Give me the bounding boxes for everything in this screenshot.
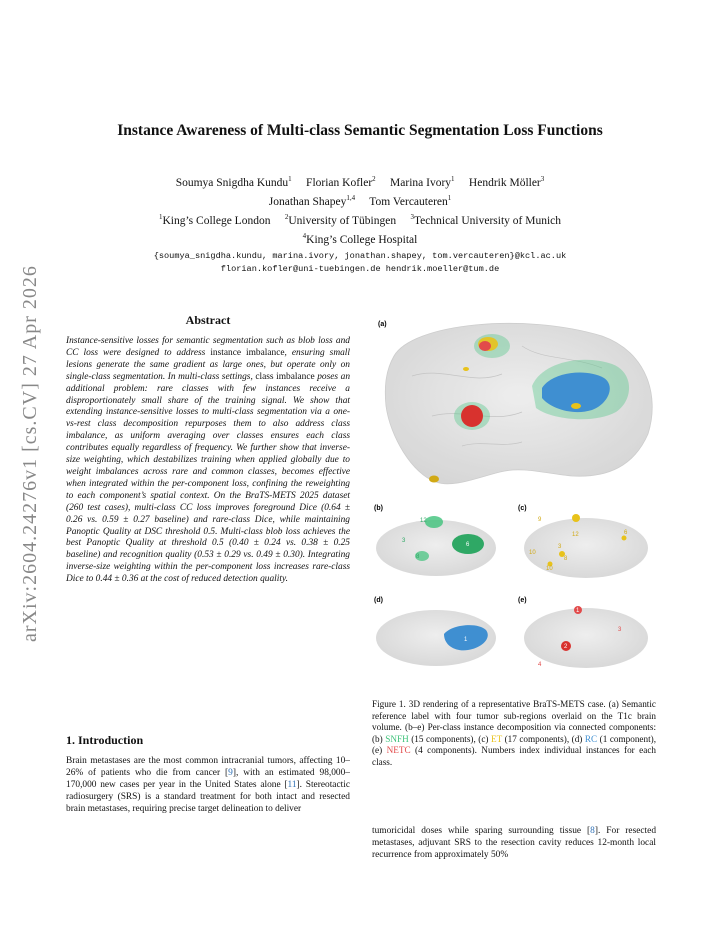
citation-link[interactable]: 9 <box>228 767 233 778</box>
instance-number: 6 <box>624 530 628 536</box>
panel-label-a: (a) <box>378 321 387 328</box>
instance-number: 10 <box>529 550 536 556</box>
section-heading: 1. Introduction <box>66 733 144 747</box>
author: Tom Vercauteren <box>369 195 448 208</box>
instance-number: 1 <box>464 637 468 643</box>
panel-label-b: (b) <box>374 505 383 512</box>
citation-link[interactable]: 8 <box>590 826 595 836</box>
et-instance <box>572 514 580 522</box>
email-line: florian.kofler@uni-tuebingen.de hendrik.moeller@tum.de <box>220 264 500 274</box>
email-line: {soumya_snigdha.kundu, marina.ivory, jonathan.shapey, tom.vercauteren}@kcl.ac.uk <box>153 251 567 261</box>
arxiv-stamp <box>8 250 48 650</box>
instance-number: 10 <box>546 566 553 572</box>
panel-label-d: (d) <box>374 597 383 604</box>
snfh-instance <box>425 516 443 528</box>
instance-number: 8 <box>416 554 420 560</box>
figure-1 <box>372 316 656 674</box>
citation-link[interactable]: 11 <box>287 779 297 790</box>
instance-number: 3 <box>558 544 562 550</box>
instance-number: 2 <box>564 644 568 650</box>
affiliations: $^1$King’s College London $^2$University of Tübingen $^3$Technical University of Munich $^4$King’s College Hospital <box>158 213 562 246</box>
author-list: Soumya Snigdha Kundu$^1$ Florian Kofler$^2$ Marina Ivory$^1$ Hendrik Möller$^3$ Jonathan Shapey$^{1,4}$ Tom Vercauteren$^1$ <box>175 175 545 208</box>
instance-number: 4 <box>538 662 542 668</box>
et-region <box>463 367 469 371</box>
intro-paragraph: Brain metastases are the most common intracranial tumors, affecting 10–26% of patients who die from cancer [9], with an estimated 98,000–170,000 new cases per year in the United States alone [11]. Stereotactic radiosurgery (SRS) is a standard treatment for both intact and resected brain metastases, requiring precise target delineation to deliver <box>66 756 350 814</box>
author: Hendrik Möller <box>468 176 541 189</box>
instance-number: 9 <box>538 517 542 523</box>
et-instance <box>622 536 627 541</box>
netc-region <box>461 405 483 427</box>
instance-number: 8 <box>564 556 568 562</box>
paper-title: Instance Awareness of Multi-class Semantic Segmentation Loss Functions <box>117 122 603 139</box>
instance-number: 3 <box>618 627 622 633</box>
instance-number: 3 <box>402 538 406 544</box>
column2-paragraph: tumoricidal doses while sparing surrounding tissue [8]. For resected metastases, adjuvant SRS to the resection cavity reduces 12-month local recurrence from approximately 50% <box>372 826 657 860</box>
abstract-heading: Abstract <box>185 313 231 327</box>
et-region <box>429 476 439 483</box>
panel-label-e: (e) <box>518 597 527 604</box>
arxiv-id: arXiv:2604.24276v1 [cs.CV] 27 Apr 2026 <box>19 265 41 642</box>
author: Jonathan Shapey <box>268 195 347 208</box>
et-region <box>571 403 581 409</box>
instance-number: 6 <box>466 542 470 548</box>
panel-label-c: (c) <box>518 505 527 512</box>
author: Florian Kofler <box>306 176 373 189</box>
instance-number: 12 <box>572 532 579 538</box>
author: Marina Ivory <box>390 176 452 189</box>
netc-region <box>479 341 491 351</box>
brain-rendering-e <box>524 608 648 668</box>
author: Soumya Snigdha Kundu <box>175 176 289 189</box>
figure-caption: Figure 1. 3D rendering of a representative BraTS-METS case. (a) Semantic reference label with four tumor sub-regions overlaid on the T1c brain volume. (b–e) Per-class instance decomposition via connected components: (b) SNFH (15 components), (c) ET (17 components), (d) RC (1 component), (e) NETC (4 components). Numbers index individual instances for each class. <box>372 699 657 767</box>
brain-rendering-c <box>524 518 648 578</box>
instance-number: 1 <box>576 608 580 614</box>
instance-number: 12 <box>420 518 427 524</box>
author-emails <box>60 250 660 276</box>
abstract-body: Instance-sensitive losses for semantic segmentation such as blob loss and CC loss were designed to address instance imbalance, ensuring small lesions generate the same gradient as large ones, but operate only on single-class segmentation. In multi-class settings, class imbalance poses an additional problem: rare classes with few instances receive a disproportionately small share of the training signal. We show that extending instance-sensitive losses to multi-class segmentation via a one-vs-rest class decomposition repurposes them to also address class imbalance, as uniform averaging over classes ensures each class contributes equally regardless of frequency. We further show that inverse-size weighting, which destabilizes training when applied globally due to weight imbalances across rare and common classes, becomes effective when integrated within the per-component loss, confining the reweighting to each component’s spatial context. On the BraTS-METS 2025 dataset (260 test cases), multi-class CC loss improves foreground Dice (0.64 ± 0.26 vs. 0.59 ± 0.27 baseline) and rare-class Dice, while maintaining Panoptic Quality at DSC threshold 0.5. Multi-class blob loss achieves the best Panoptic Quality at threshold 0.5 (0.40 ± 0.24 vs. 0.38 ± 0.25 baseline) and recognition quality (0.53 ± 0.29 vs. 0.49 ± 0.30). Integrating inverse-size weighting within the per-component loss increases rare-class Dice to 0.44 ± 0.36 at the cost of reduced detection quality. <box>66 336 351 585</box>
